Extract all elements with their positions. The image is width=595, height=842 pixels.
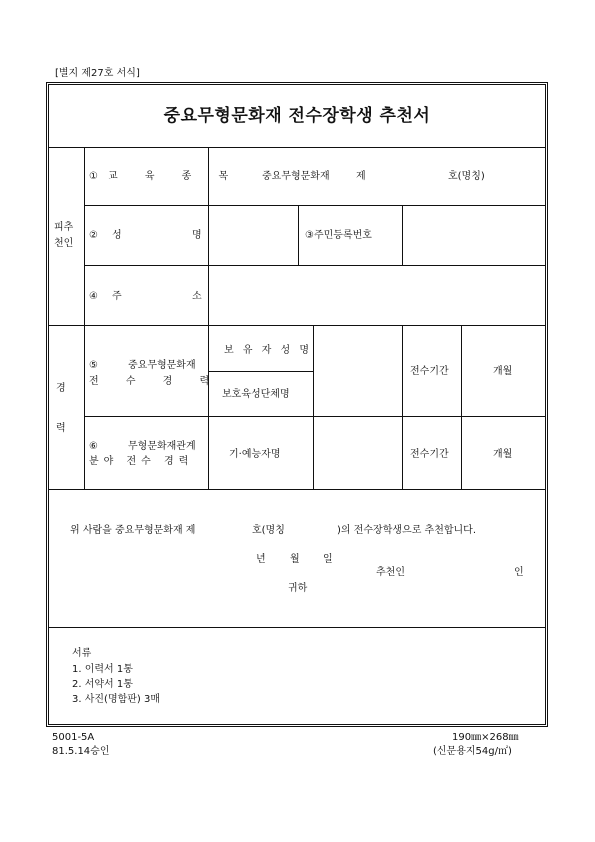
nominee-group-line1: 피추 — [54, 222, 74, 233]
career2-period-label: 전수기간 — [410, 449, 449, 460]
career2-number: ⑥ — [89, 441, 98, 452]
subject-label: 교 육 종 목 — [108, 171, 241, 182]
divider-documents — [48, 627, 546, 628]
divider-career-col4 — [402, 325, 403, 490]
career1-line2: 전 수 경 력 — [89, 376, 222, 387]
career1-period-label: 전수기간 — [410, 366, 449, 377]
recommend-sentence-c: )의 전수장학생으로 추천합니다. — [337, 525, 477, 536]
career-group-line2: 력 — [56, 423, 66, 434]
holder-name-label: 보 유 자 성 명 — [224, 345, 313, 356]
name-number: ② — [89, 230, 98, 241]
divider-title — [48, 147, 546, 148]
subject-number: ① — [89, 171, 98, 182]
documents-title: 서류 — [72, 648, 92, 659]
name-label-b: 명 — [192, 230, 202, 241]
divider-career-col3 — [313, 325, 314, 490]
document-title: 중요무형문화재 전수장학생 추천서 — [163, 106, 431, 126]
recommender-label: 추천인 — [376, 567, 405, 578]
subject-value-mid: 제 — [356, 171, 366, 182]
nominee-group-line2: 천인 — [54, 238, 74, 249]
subject-value-suffix: 호(명칭) — [448, 171, 485, 182]
date-month: 월 — [290, 554, 300, 565]
form-number-label: [별지 제27호 서식] — [55, 68, 140, 79]
recommend-sentence-a: 위 사람을 중요무형문화재 제 — [70, 525, 196, 536]
group-column-divider — [84, 147, 85, 490]
divider-row1 — [84, 205, 546, 206]
subject-value-prefix: 중요무형문화재 — [262, 171, 330, 182]
paper-type: (신문용지54g/㎡) — [433, 746, 512, 757]
divider-reg-value — [402, 205, 403, 265]
name-label-a: 성 — [112, 230, 122, 241]
recommend-sentence-b: 호(명칭 — [252, 525, 285, 536]
career1-line1: 중요무형문화재 — [128, 360, 196, 371]
career1-number: ⑤ — [89, 360, 98, 371]
address-number: ④ — [89, 291, 98, 302]
resident-number-label: ③주민등록번호 — [305, 230, 372, 241]
divider-career-col5 — [461, 325, 462, 490]
date-year: 년 — [256, 554, 266, 565]
career2-months-label: 개월 — [493, 449, 513, 460]
divider-career-end — [48, 489, 546, 490]
document-item: 3. 사진(명함판) 3매 — [72, 694, 161, 705]
divider-holder-group — [208, 371, 314, 372]
address-label-b: 소 — [192, 291, 202, 302]
divider-nominee-end — [48, 325, 546, 326]
approval-date: 81.5.14승인 — [52, 746, 110, 757]
divider-career-mid — [84, 416, 546, 417]
seal-label: 인 — [514, 567, 524, 578]
addressee-label: 귀하 — [288, 583, 308, 594]
divider-name-reg — [298, 205, 299, 265]
career2-line1: 무형문화재관계 — [128, 441, 196, 452]
artist-name-label: 기·예능자명 — [229, 449, 281, 460]
protection-group-label: 보호육성단체명 — [222, 389, 290, 400]
divider-row2 — [84, 265, 546, 266]
paper-size: 190㎜×268㎜ — [452, 732, 519, 743]
career2-line2: 분야 전수 경력 — [89, 456, 194, 467]
document-item: 1. 이력서 1통 — [72, 664, 133, 675]
document-item: 2. 서약서 1통 — [72, 679, 133, 690]
career1-months-label: 개월 — [493, 366, 513, 377]
label-column-divider — [208, 147, 209, 490]
career-group-line1: 경 — [56, 383, 66, 394]
form-code: 5001-5A — [52, 732, 95, 743]
date-day: 일 — [323, 554, 333, 565]
address-label-a: 주 — [112, 291, 122, 302]
